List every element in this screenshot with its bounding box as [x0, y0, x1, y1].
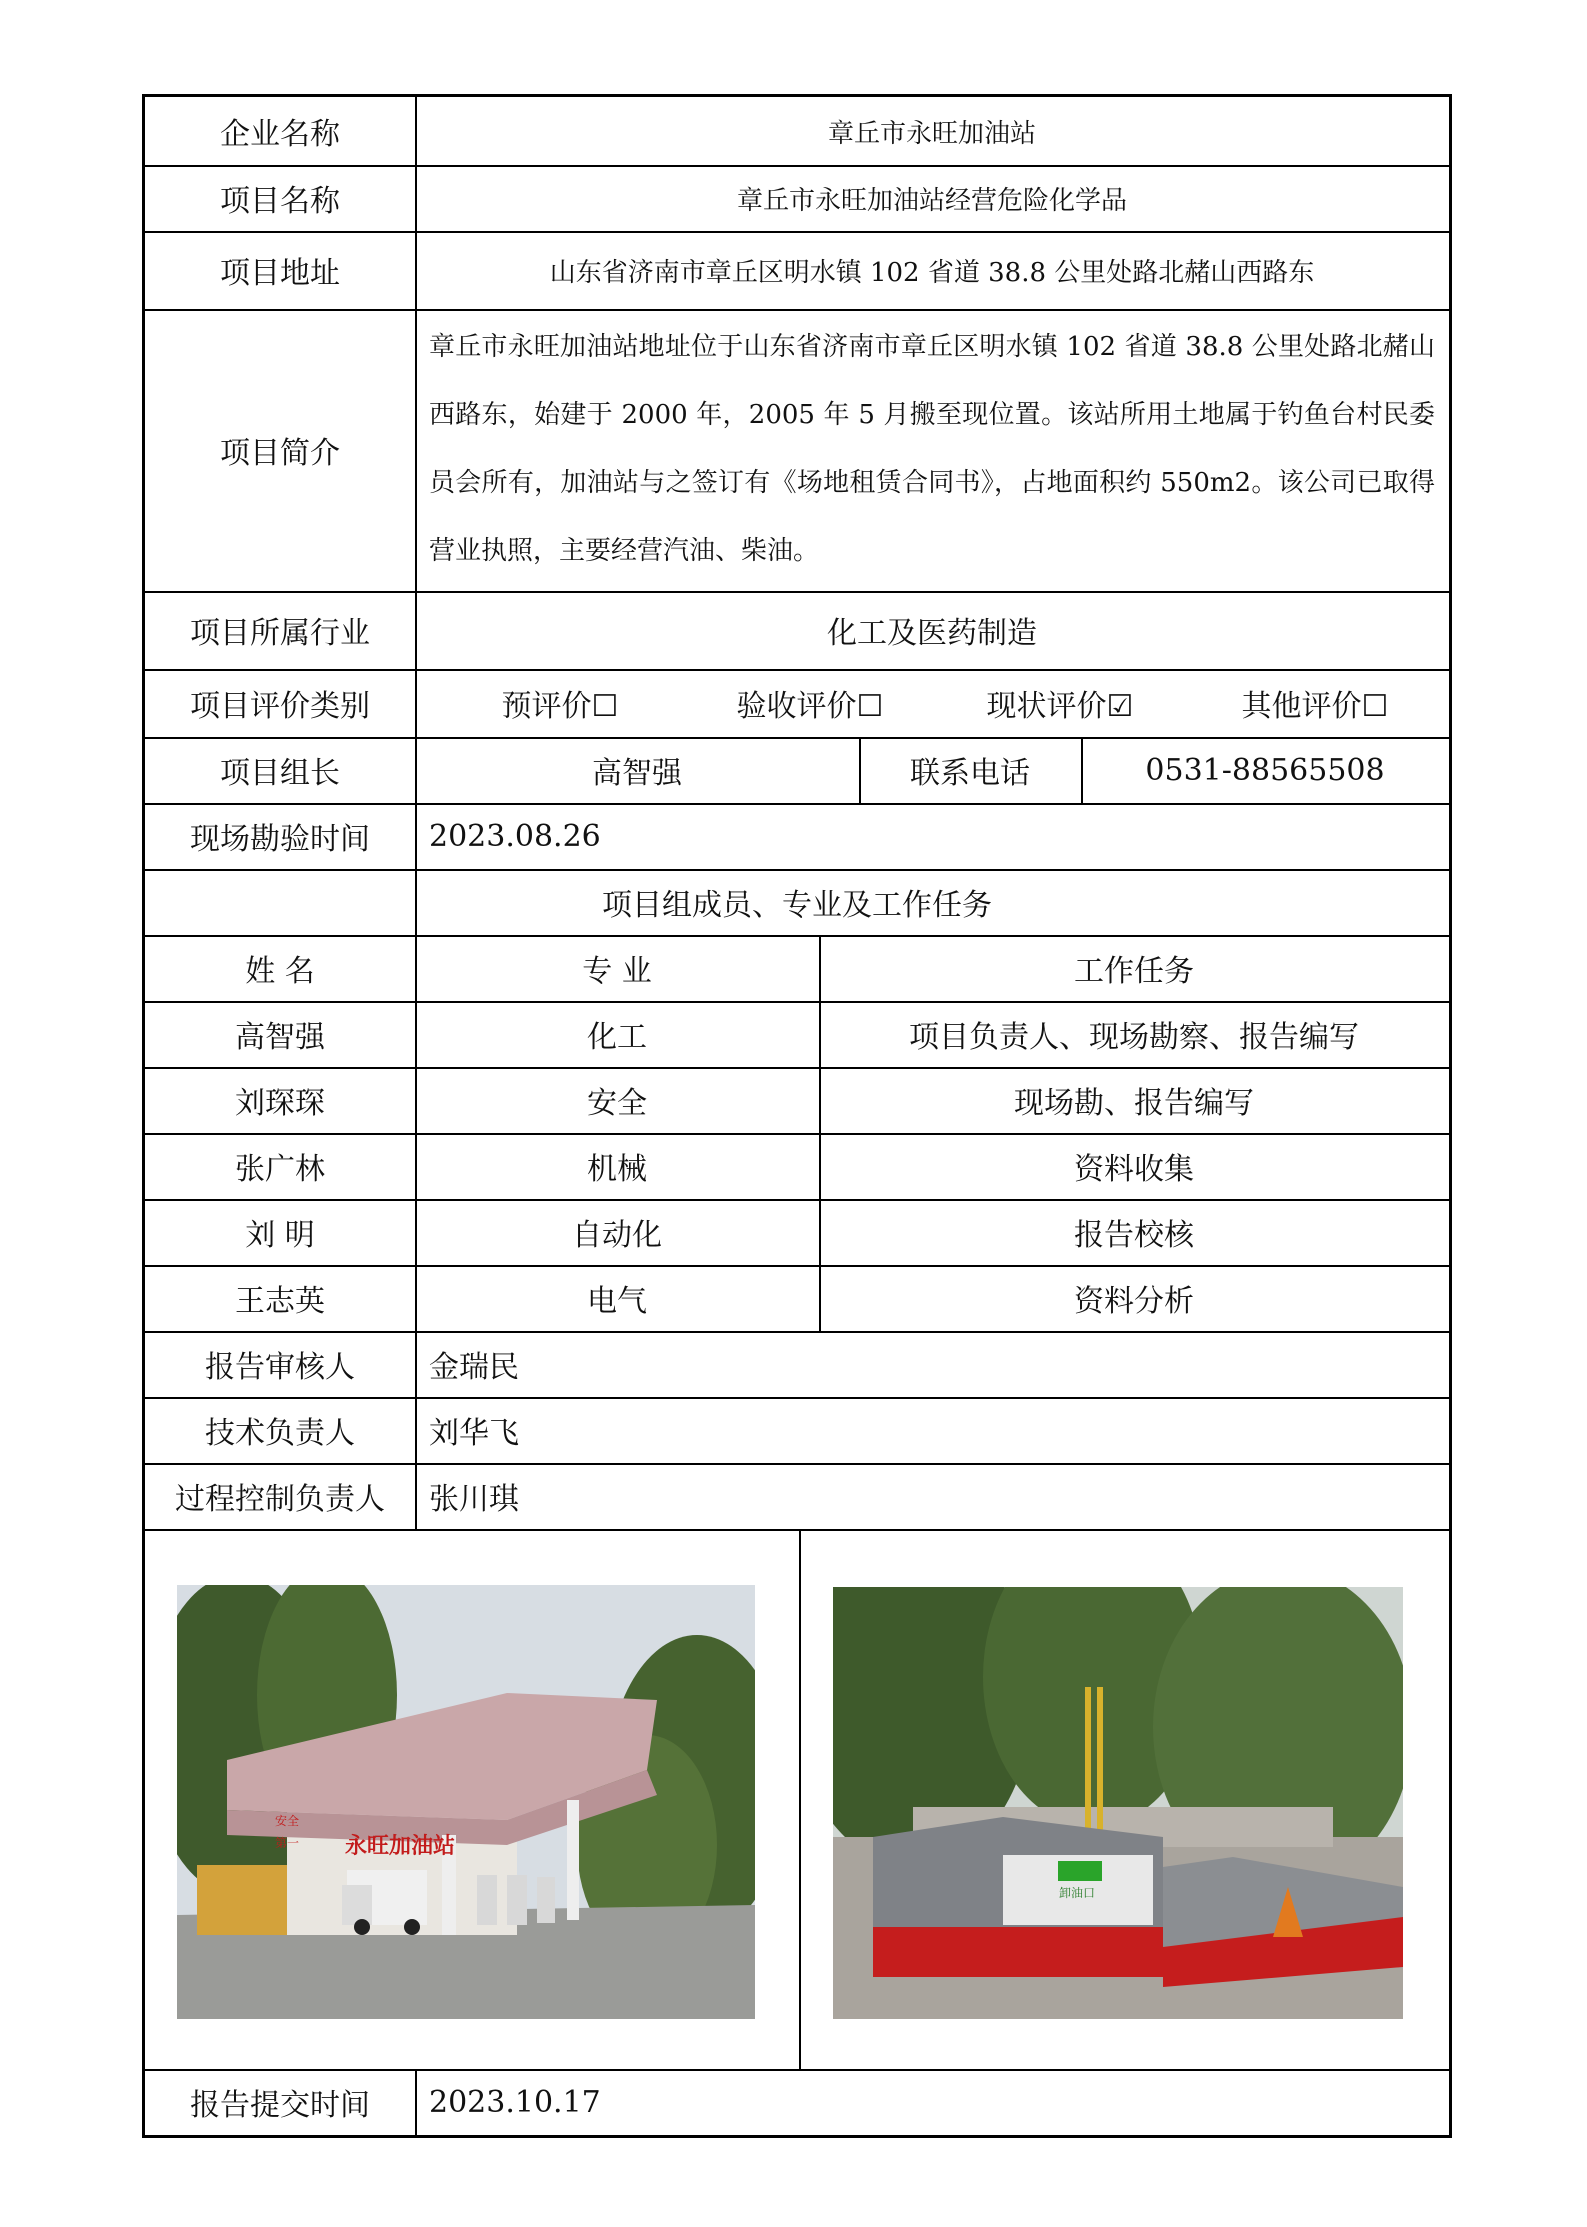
member-task: 报告校核 — [1074, 1218, 1194, 1253]
phone-number: 0531-88565508 — [1145, 752, 1385, 788]
member-name: 刘琛琛 — [235, 1086, 325, 1121]
unload-sign-text: 卸油口 — [1059, 1886, 1096, 1900]
gas-station-photo — [177, 1585, 755, 2019]
project-name-label: 项目名称 — [220, 184, 340, 219]
member-task: 资料收集 — [1074, 1152, 1194, 1187]
project-intro-label: 项目简介 — [220, 436, 340, 471]
reviewer-label: 报告审核人 — [205, 1350, 355, 1385]
industry-label: 项目所属行业 — [190, 616, 370, 651]
tech-lead-name: 刘华飞 — [429, 1416, 519, 1451]
member-major: 机械 — [587, 1152, 647, 1187]
industry-value: 化工及医药制造 — [827, 616, 1037, 651]
survey-time: 2023.08.26 — [429, 818, 601, 854]
member-task: 项目负责人、现场勘察、报告编写 — [909, 1020, 1359, 1055]
tech-lead-label: 技术负责人 — [205, 1416, 355, 1451]
station-sign-text: 永旺加油站 — [345, 1834, 456, 1859]
submit-time: 2023.10.17 — [429, 2084, 601, 2120]
member-task: 现场勘、报告编写 — [1014, 1086, 1254, 1121]
member-task: 资料分析 — [1074, 1284, 1194, 1319]
project-intro: 章丘市永旺加油站地址位于山东省济南市章丘区明水镇 102 省道 38.8 公里处路北赭山西路东，始建于 2000 年，2005 年 5 月搬至现位置。该站所用土地属于钓鱼台村民委员会所有，加油站与之签订有《场地租赁合同书》，占地面积约 550m2。该公司已取得营业执照，主要经营汽油、柴油。 — [429, 332, 1435, 566]
project-address: 山东省济南市章丘区明水镇 102 省道 38.8 公里处路北赭山西路东 — [549, 257, 1315, 288]
company-name: 章丘市永旺加油站 — [827, 118, 1036, 149]
members-header-major: 专 业 — [582, 954, 652, 989]
members-header-task: 工作任务 — [1074, 954, 1194, 989]
submit-time-label: 报告提交时间 — [190, 2088, 370, 2123]
reviewer-name: 金瑞民 — [429, 1350, 519, 1385]
unloading-port-photo — [833, 1587, 1403, 2019]
member-major: 电气 — [587, 1284, 647, 1319]
member-name: 张广林 — [235, 1152, 325, 1187]
member-major: 化工 — [587, 1020, 647, 1055]
member-name: 王志英 — [235, 1284, 325, 1319]
members-section-title: 项目组成员、专业及工作任务 — [602, 888, 992, 923]
phone-label: 联系电话 — [910, 756, 1030, 791]
member-major: 安全 — [587, 1086, 647, 1121]
leader-label: 项目组长 — [220, 756, 340, 791]
company-label: 企业名称 — [220, 117, 340, 152]
info-table — [142, 94, 1452, 2138]
process-lead-label: 过程控制负责人 — [175, 1482, 385, 1517]
survey-time-label: 现场勘验时间 — [190, 822, 370, 857]
eval-option-acceptance: 验收评价☐ — [736, 689, 884, 724]
members-header-name: 姓 名 — [245, 954, 315, 989]
process-lead-name: 张川琪 — [429, 1482, 519, 1517]
eval-option-current-status: 现状评价☑ — [986, 689, 1134, 724]
member-name: 刘 明 — [245, 1218, 315, 1253]
evaluation-type-label: 项目评价类别 — [190, 689, 370, 724]
member-name: 高智强 — [235, 1020, 325, 1055]
member-major: 自动化 — [572, 1218, 662, 1253]
safety-board-text-1: 安全 — [275, 1814, 300, 1828]
leader-name: 高智强 — [592, 756, 682, 791]
project-name: 章丘市永旺加油站经营危险化学品 — [736, 185, 1127, 216]
eval-option-pre: 预评价☐ — [501, 689, 619, 724]
project-address-label: 项目地址 — [220, 256, 340, 291]
safety-board-text-2: 第一 — [275, 1836, 300, 1850]
eval-option-other: 其他评价☐ — [1241, 689, 1389, 724]
